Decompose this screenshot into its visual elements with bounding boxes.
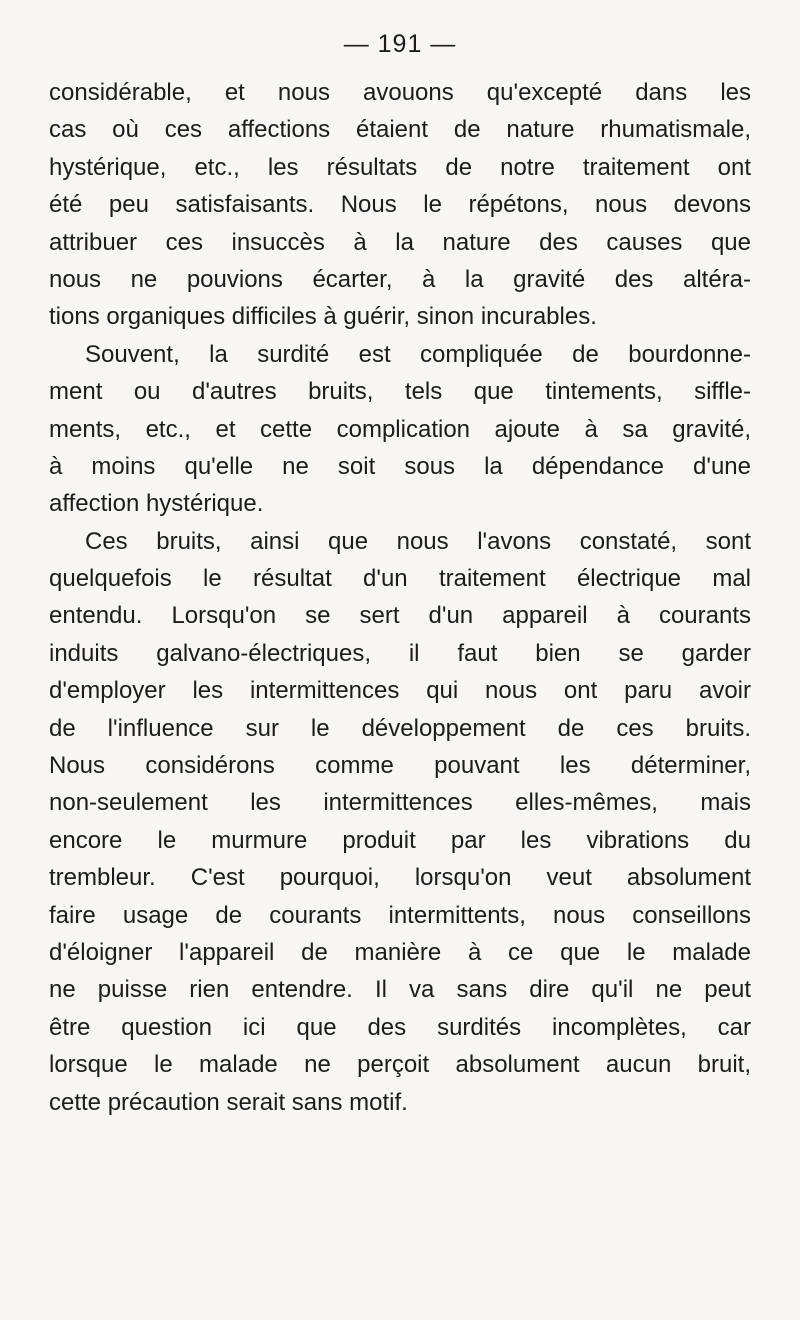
- text-line: nous ne pouvions écarter, à la gravité des altéra-: [49, 265, 751, 293]
- text-line: Ces bruits, ainsi que nous l'avons constaté, sont: [85, 527, 751, 555]
- text-line: à moins qu'elle ne soit sous la dépendance d'une: [49, 452, 751, 480]
- text-line: hystérique, etc., les résultats de notre traitement ont: [49, 153, 751, 181]
- text-line: induits galvano-électriques, il faut bien se garder: [49, 639, 751, 667]
- text-line: cette précaution serait sans motif.: [49, 1088, 408, 1116]
- body-text: [49, 74, 751, 1121]
- text-line: quelquefois le résultat d'un traitement électrique mal: [49, 565, 751, 593]
- text-line: d'employer les intermittences qui nous ont paru avoir: [49, 677, 751, 705]
- text-line: être question ici que des surdités incomplètes, car: [49, 1013, 751, 1041]
- page-number: — 191 —: [343, 30, 457, 58]
- text-line: attribuer ces insuccès à la nature des causes que: [49, 228, 751, 256]
- text-line: d'éloigner l'appareil de manière à ce que le malade: [49, 938, 751, 966]
- text-line: ment ou d'autres bruits, tels que tintements, siffle-: [49, 378, 751, 406]
- text-line: ments, etc., et cette complication ajoute à sa gravité,: [49, 415, 751, 443]
- text-line: Souvent, la surdité est compliquée de bourdonne-: [85, 340, 751, 368]
- text-line: Nous considérons comme pouvant les déterminer,: [49, 752, 751, 780]
- text-line: affection hystérique.: [49, 490, 264, 518]
- text-line: entendu. Lorsqu'on se sert d'un appareil à courants: [49, 602, 751, 630]
- text-line: ne puisse rien entendre. Il va sans dire qu'il ne peut: [49, 976, 751, 1004]
- text-line: cas où ces affections étaient de nature rhumatismale,: [49, 116, 751, 144]
- text-line: non-seulement les intermittences elles-mêmes, mais: [49, 789, 751, 817]
- text-line: lorsque le malade ne perçoit absolument aucun bruit,: [49, 1051, 751, 1079]
- text-line: faire usage de courants intermittents, nous conseillons: [49, 901, 751, 929]
- text-line: tions organiques difficiles à guérir, sinon incurables.: [49, 303, 597, 331]
- text-line: trembleur. C'est pourquoi, lorsqu'on veut absolument: [49, 864, 751, 892]
- text-line: encore le murmure produit par les vibrations du: [49, 826, 751, 854]
- text-line: considérable, et nous avouons qu'excepté dans les: [49, 79, 751, 106]
- text-line: été peu satisfaisants. Nous le répétons, nous devons: [49, 191, 751, 219]
- text-line: de l'influence sur le développement de ces bruits.: [49, 714, 751, 742]
